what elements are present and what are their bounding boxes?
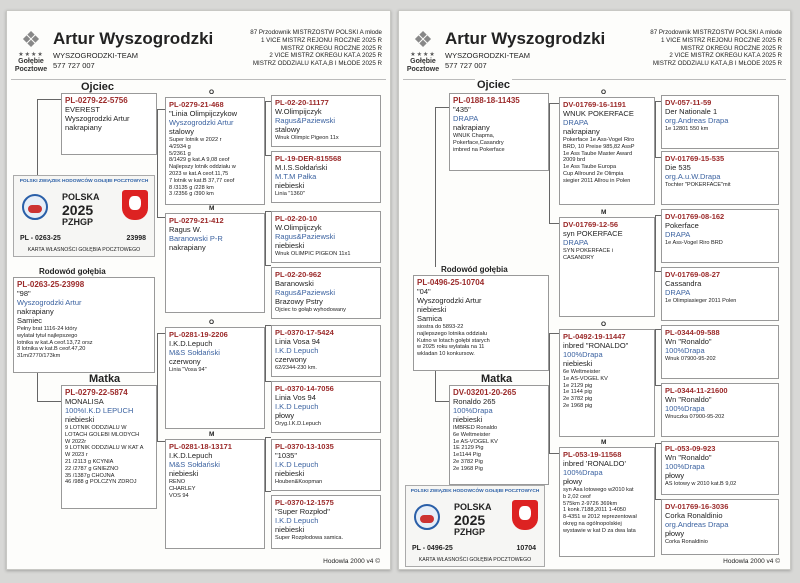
page-header — [399, 11, 790, 81]
ggp-box — [271, 439, 381, 491]
sex-o-label: O — [209, 89, 215, 96]
ggp-notes: 62/2344-230 km. — [275, 365, 317, 371]
achievements-list — [207, 29, 382, 68]
ggp-name: W.Olimpijczyk — [275, 107, 322, 116]
phone-number: 577 727 007 — [53, 61, 95, 70]
software-footer: Hodowla 2000 v4 © — [323, 558, 380, 565]
subject-color: niebieski — [417, 305, 447, 314]
gp-ring: PL-0279-21-468 — [169, 100, 224, 109]
ggp-notes: Oryg.I.K.D.Lepuch — [275, 421, 322, 427]
mother-ring: PL-0279-22-5874 — [65, 388, 128, 397]
owner-name: Artur Wyszogrodzki — [53, 29, 214, 48]
gp-breeder: 100%Drapa — [563, 468, 603, 477]
connector — [549, 103, 559, 104]
subject-label: Rodowód gołębia — [441, 265, 508, 274]
ggp-breeder: I.K.D Lepuch — [275, 402, 319, 411]
card-pzhgp: PZHGP — [62, 217, 94, 227]
subject-name: "98" — [17, 289, 31, 298]
achievements-list — [607, 29, 782, 68]
gp-breeder: M&S Sołdański — [169, 460, 220, 469]
gp-notes: syn Asa lotowego w2010 kat b 2,02 ceof 575km 2-9726 369km 1 konk.7188,2011 1-4050 8-4351 w 2012 reprezentował okręg na ogólnopolskiej wystawie w kat D za dwa lata — [563, 487, 637, 534]
ggp-color: Brazowy Pstry — [275, 297, 323, 306]
father-label: Ojciec — [477, 79, 511, 91]
subject-breeder: Wyszogrodzki Artur — [417, 296, 482, 305]
ggp-notes: Wnuk Olimpic Pigeon 11x — [275, 135, 339, 141]
ggp-box — [661, 499, 779, 555]
achievement: 2 VICE MISTRZ OKREGU KAT.A 2025 R — [269, 52, 382, 60]
ggp-color: niebieski — [275, 241, 305, 250]
connector — [435, 107, 436, 267]
ggp-breeder: 100%Drapa — [665, 346, 705, 355]
mother-color: niebieski — [453, 415, 483, 424]
ggp-box — [661, 325, 779, 379]
subject-box — [13, 277, 155, 373]
ggp-ring: DV-01769-08-27 — [665, 270, 721, 279]
stars-icon: ★★★★ — [18, 52, 44, 58]
mother-name: Ronaldo 265 — [453, 397, 496, 406]
subject-box — [413, 275, 549, 371]
sex-m-label: M — [601, 439, 607, 446]
ggp-notes: Ojciec to gołąb wyhodowany — [275, 307, 346, 313]
ggp-notes: Tochter "POKERFACE"mit — [665, 182, 731, 188]
card-year: 2025 — [62, 202, 94, 218]
sex-m-label: M — [209, 431, 215, 438]
gp-color: niebieski — [169, 469, 199, 478]
ggp-box — [661, 267, 779, 321]
ggp-ring: PL-0344-11-21600 — [665, 386, 728, 395]
gp-ring: PL-0281-18-13171 — [169, 442, 232, 451]
ggp-name: Pokerface — [665, 221, 699, 230]
gp-name: syn POKERFACE — [563, 229, 623, 238]
ggp-color: płowy — [665, 529, 685, 538]
mother-notes: 9 LOTNIK ODDZIALU W LOTACH GOLEBI MLODYCH W 2022r 9 LOTNIK ODDZIALU W KAT A W 2023 r 21 /2113 g KCYNIA 22 /2787 g GNIEZNO 35 /1387g CHOJNA 46 /988 g POLCZYN ZDROJ — [65, 425, 144, 486]
stars-icon: ★★★★ — [410, 52, 436, 58]
gp-name: I.K.D.Lepuch — [169, 339, 213, 348]
eagle-emblem-icon — [122, 190, 148, 220]
grandparent-box — [559, 97, 655, 205]
connector — [157, 109, 158, 217]
ggp-notes: 1e 12801 550 km — [665, 126, 709, 132]
eagle-emblem-icon — [512, 500, 538, 530]
gp-breeder: Baranowski P-R — [169, 234, 223, 243]
header-divider — [403, 79, 786, 80]
ggp-breeder: Ragus&Paziewski — [275, 288, 336, 297]
ggp-name: Linia Vosa 94 — [275, 337, 321, 346]
achievement: 1 VICE MISTRZ REJONU ROCZNE 2025 R — [660, 36, 782, 44]
gp-color: niebieski — [563, 359, 593, 368]
ggp-breeder: org.Andreas Drapa — [665, 520, 729, 529]
achievement: 87 Przodownik MISTRZOSTW POLSKI A młode — [650, 29, 782, 36]
ggp-notes: Corka Ronaldinio — [665, 539, 708, 545]
ggp-color: płowy — [665, 471, 685, 480]
page-header — [7, 11, 390, 81]
connector — [655, 101, 656, 157]
ggp-box — [271, 495, 381, 549]
ggp-box — [271, 267, 381, 319]
ggp-name: "Super Rozpłod" — [275, 507, 330, 516]
ggp-name: Wn "Ronaldo" — [665, 337, 712, 346]
connector — [157, 441, 165, 442]
father-box — [61, 93, 157, 155]
gp-breeder: DRAPA — [563, 118, 589, 127]
subject-ring: PL-0496-25-10704 — [417, 278, 485, 287]
ggp-name: Wn "Ronaldo" — [665, 453, 712, 462]
pigeon-icon: ❖ — [413, 27, 433, 52]
ggp-ring: PL-02-20-962 — [275, 270, 322, 279]
owner-name: Artur Wyszogrodzki — [445, 29, 606, 48]
gp-color: nakrapiany — [169, 243, 206, 252]
ggp-ring: DV-01769-08-162 — [665, 212, 725, 221]
connector — [265, 211, 266, 265]
father-color: nakrapiany — [453, 123, 490, 132]
mother-box — [449, 385, 549, 485]
ggp-notes: Wnuk OLIMPIC PIGEON 11x1 — [275, 251, 351, 257]
ggp-box — [661, 151, 779, 205]
gp-ring: DV-01769-16-1191 — [563, 100, 626, 109]
ggp-color: płowy — [275, 411, 295, 420]
connector — [157, 333, 158, 441]
gp-name: Ragus W. — [169, 225, 202, 234]
ggp-box — [271, 95, 381, 147]
team-name: WYSZOGRODZKI-TEAM — [445, 51, 530, 60]
gp-color: stalowy — [169, 127, 195, 136]
connector — [37, 99, 61, 100]
grandparent-box — [559, 447, 655, 557]
phone-number: 577 727 007 — [445, 61, 487, 70]
subject-color: nakrapiany — [17, 307, 54, 316]
achievement: MISTRZ ODDZIALU KAT.A,B I MŁODE 2025 R — [252, 60, 382, 68]
gp-ring: DV-01769-12-56 — [563, 220, 619, 229]
ggp-notes: 1e Ass-Vogel Riro BRD — [665, 240, 723, 246]
ggp-ring: PL-02-20-11177 — [275, 98, 329, 107]
achievement: 2 VICE MISTRZ OKREGU KAT.A 2025 R — [669, 52, 782, 60]
ggp-breeder: I.K.D Lepuch — [275, 346, 319, 355]
subject-ring: PL-0263-25-23998 — [17, 280, 85, 289]
card-ring: PL - 0263-25 — [20, 235, 61, 242]
gp-notes: Super lotnik w 2022 r 4/2934 g 5/2361 g 8/1429 g kat.A 9,08 ceof Najlepszy lotnik oddziału w 2023 w kat.A ceof.11,75 7 lotnik w kat.B 37,77 ceof 8 /3135 g /228 km 3 /2356 g /390 km — [169, 137, 236, 198]
gp-ring: PL-053-19-11568 — [563, 450, 622, 459]
ggp-breeder: I.K.D Lepuch — [275, 516, 319, 525]
gp-color: płowy — [563, 477, 583, 486]
father-notes: WNUK Chapma, Pokerface,Casandry imbred na Pokerface — [453, 133, 505, 153]
achievement: MISTRZ OKREGU ROCZNE 2025 R — [680, 44, 782, 52]
connector — [157, 217, 165, 218]
ggp-ring: PL-0370-14-7056 — [275, 384, 334, 393]
card-caption: KARTA WŁASNOŚCI GOŁĘBIA POCZTOWEGO — [27, 247, 141, 253]
pzhgp-emblem-icon — [22, 194, 48, 220]
subject-name: "04" — [417, 287, 431, 296]
sex-o-label: O — [601, 321, 607, 328]
ggp-breeder: org.Andreas Drapa — [665, 116, 729, 125]
ggp-breeder: DRAPA — [665, 288, 691, 297]
club-logo — [13, 29, 49, 74]
mother-color: niebieski — [65, 415, 95, 424]
achievement: MISTRZ OKREGU ROCZNE 2025 R — [280, 44, 382, 52]
club-logo — [405, 29, 441, 74]
mother-box — [61, 385, 157, 509]
grandparent-box — [165, 97, 265, 205]
father-name: "435" — [453, 105, 471, 114]
connector — [265, 325, 266, 381]
ggp-breeder: Ragus&Paziewski — [275, 232, 336, 241]
ggp-name: Linia Vos 94 — [275, 393, 316, 402]
mother-label: Matka — [481, 373, 513, 385]
card-caption: KARTA WŁASNOŚCI GOŁĘBIA POCZTOWEGO — [418, 557, 532, 563]
ownership-card — [13, 175, 155, 257]
gp-ring: PL-0281-19-2206 — [169, 330, 228, 339]
pigeon-icon: ❖ — [21, 27, 41, 52]
sex-m-label: M — [209, 205, 215, 212]
ggp-name: Der Nationale 1 — [665, 107, 718, 116]
ggp-box — [271, 151, 381, 203]
father-label: Ojciec — [81, 81, 115, 93]
connector — [655, 215, 656, 271]
gp-color: nakrapiany — [563, 127, 600, 136]
ggp-notes: Linia "1360" — [275, 191, 305, 197]
ggp-ring: PL-0370-12-1575 — [275, 498, 334, 507]
gp-breeder: Wyszogrodzki Artur — [169, 118, 234, 127]
ggp-box — [661, 209, 779, 263]
grandparent-box — [165, 213, 265, 313]
connector — [549, 333, 550, 453]
father-box — [449, 93, 549, 171]
connector — [549, 103, 550, 223]
father-ring: PL-0279-22-5756 — [65, 96, 128, 105]
card-number: 10704 — [516, 545, 536, 552]
ggp-name: M.I.S.Sołdański — [275, 163, 328, 172]
ggp-breeder: org.A.u.W.Drapa — [665, 172, 721, 181]
ggp-name: "1035" — [275, 451, 298, 460]
pzhgp-emblem-icon — [414, 504, 440, 530]
pedigree-page-2 — [398, 10, 791, 570]
ggp-ring: PL-0370-17-5424 — [275, 328, 334, 337]
sex-o-label: O — [601, 89, 607, 96]
ggp-notes: Wnuk 07900-95-202 — [665, 356, 716, 362]
mother-label: Matka — [89, 373, 121, 385]
logo-label: Gołębie Pocztowe — [406, 58, 440, 73]
ggp-box — [271, 325, 381, 377]
grandparent-box — [165, 439, 265, 549]
ggp-ring: DV-057-11-59 — [665, 98, 712, 107]
gp-ring: PL-0492-19-11447 — [563, 332, 626, 341]
gp-breeder: DRAPA — [563, 238, 589, 247]
subject-notes: siostra do 5893-22 najlepszego lotnika oddziału Kutno w lotach gołębi starych w 2025 roku wylatała na 11 wkladan 10 konkursow. — [417, 324, 490, 358]
gp-notes: SYN POKERFACE i CASANDRY — [563, 248, 614, 261]
grandparent-box — [165, 327, 265, 429]
ggp-ring: PL-0344-09-588 — [665, 328, 720, 337]
connector — [655, 329, 656, 385]
ggp-box — [661, 383, 779, 437]
mother-name: MONALISA — [65, 397, 104, 406]
achievement: 87 Przodownik MISTRZOSTW POLSKI A młode — [250, 29, 382, 36]
ggp-breeder: I.K.D Lepuch — [275, 460, 319, 469]
sex-m-label: M — [601, 209, 607, 216]
ggp-breeder: Ragus&Paziewski — [275, 116, 336, 125]
ownership-card — [405, 485, 545, 567]
connector — [37, 99, 38, 179]
gp-notes: RENO CHARLEY VOS 94 — [169, 479, 196, 499]
ggp-box — [661, 441, 779, 495]
father-breeder: Wyszogrodzki Artur — [65, 114, 130, 123]
card-pzhgp: PZHGP — [454, 527, 486, 537]
subject-sex: Samica — [417, 314, 443, 323]
gp-notes: 6e Weltmeister 1e AS-VOGEL KV 1e 2129 pig 1e 1144 pig 2e 3782 pig 2e 1968 pig — [563, 369, 608, 409]
card-country: POLSKA — [62, 192, 100, 202]
ggp-ring: PL-19-DER-815568 — [275, 154, 342, 163]
ggp-color: niebieski — [275, 525, 305, 534]
ggp-breeder: M.T.M Pałka — [275, 172, 317, 181]
ggp-color: stalowy — [275, 125, 301, 134]
card-number: 23998 — [126, 235, 146, 242]
team-name: WYSZOGRODZKI-TEAM — [53, 51, 138, 60]
father-breeder: DRAPA — [453, 114, 479, 123]
gp-name: WNUK POKERFACE — [563, 109, 634, 118]
ggp-notes: 1e Olimpiasieger 2011 Polen — [665, 298, 737, 304]
ggp-name: Cassandra — [665, 279, 702, 288]
subject-sex: Samiec — [17, 316, 43, 325]
gp-name: inbred 'RONALDO' — [563, 459, 626, 468]
ggp-box — [661, 95, 779, 149]
ggp-color: czerwony — [275, 355, 307, 364]
software-footer: Hodowla 2000 v4 © — [723, 558, 780, 565]
pedigree-page-1 — [6, 10, 391, 570]
card-ring: PL - 0496-25 — [412, 545, 453, 552]
ggp-ring: PL-053-09-923 — [665, 444, 716, 453]
ggp-color: niebieski — [275, 469, 305, 478]
ggp-notes: Wnuczka 07900-95-202 — [665, 414, 725, 420]
ggp-notes: AS lotowy w 2010 kat.B 9,02 — [665, 481, 737, 487]
ggp-name: Baranowski — [275, 279, 314, 288]
connector — [265, 437, 266, 491]
logo-label: Gołębie Pocztowe — [14, 58, 48, 73]
card-org: POLSKI ZWIĄZEK HODOWCÓW GOŁĘBI POCZTOWYCH — [19, 179, 149, 184]
ggp-name: Die 535 — [665, 163, 691, 172]
ggp-ring: DV-01769-15-535 — [665, 154, 725, 163]
gp-name: "Linia Olimpijczykow — [169, 109, 238, 118]
ggp-name: Wn "Ronaldo" — [665, 395, 712, 404]
connector — [37, 401, 61, 402]
connector — [157, 333, 165, 334]
father-ring: PL-0188-18-11435 — [453, 96, 520, 105]
ggp-name: W.Olimpijczyk — [275, 223, 322, 232]
subject-notes: Pełny brat 1116-24 który wylatał tytuł najlepszego lotnika w kat.A ceof.13,72 orsz 8 lotnika w kat.B ceof.47,20 31m/2770/173km — [17, 326, 93, 360]
connector — [549, 223, 559, 224]
ggp-notes: Super Rozpłodowa samica. — [275, 535, 344, 541]
connector — [265, 491, 271, 492]
ggp-box — [271, 381, 381, 433]
subject-breeder: Wyszogrodzki Artur — [17, 298, 82, 307]
ggp-notes: Houben&Koopman — [275, 479, 323, 485]
grandparent-box — [559, 217, 655, 317]
card-country: POLSKA — [454, 502, 492, 512]
achievement: MISTRZ ODDZIALU KAT.A,B I MŁODE 2025 R — [652, 60, 782, 68]
connector — [157, 109, 165, 110]
gp-notes: Linia "Vosa 94" — [169, 367, 207, 373]
ggp-breeder: DRAPA — [665, 230, 691, 239]
connector — [265, 101, 266, 155]
father-name: EVEREST — [65, 105, 101, 114]
connector — [549, 453, 559, 454]
achievement: 1 VICE MISTRZ REJONU ROCZNE 2025 R — [260, 36, 382, 44]
connector — [549, 333, 559, 334]
gp-breeder: M&S Sołdański — [169, 348, 220, 357]
ggp-ring: DV-01769-16-3036 — [665, 502, 729, 511]
card-year: 2025 — [454, 512, 486, 528]
header-divider — [11, 79, 386, 80]
ggp-breeder: 100%Drapa — [665, 404, 705, 413]
ggp-box — [271, 211, 381, 263]
ggp-name: Corka Ronaldinio — [665, 511, 723, 520]
sex-o-label: O — [209, 319, 215, 326]
mother-breeder: 100%Drapa — [453, 406, 493, 415]
connector — [655, 443, 656, 499]
mother-notes: IMBRED Ronaldo 6e Weltmeister 1e AS-VOGEL KV 1E 2129 Pig 1e1144 Pig 2e 3782 Pig 2e 1968 Pig — [453, 425, 498, 472]
ggp-color: niebieski — [275, 181, 305, 190]
gp-color: czerwony — [169, 357, 201, 366]
card-org: POLSKI ZWIĄZEK HODOWCÓW GOŁĘBI POCZTOWYCH — [410, 489, 540, 494]
father-color: nakrapiany — [65, 123, 102, 132]
ggp-ring: PL-02-20-10 — [275, 214, 318, 223]
ggp-ring: PL-0370-13-1035 — [275, 442, 334, 451]
connector — [265, 265, 271, 266]
gp-name: inbred "RONALDO" — [563, 341, 629, 350]
gp-breeder: 100%Drapa — [563, 350, 603, 359]
gp-name: I.K.D.Lepuch — [169, 451, 213, 460]
mother-ring: DV-03201-20-265 — [453, 388, 517, 397]
ggp-breeder: 100%Drapa — [665, 462, 705, 471]
mother-breeder: 100%I.K.D LEPUCH — [65, 406, 134, 415]
grandparent-box — [559, 329, 655, 437]
gp-ring: PL-0279-21-412 — [169, 216, 224, 225]
gp-notes: Pokerface 1e Ass-Vogel Riro BRD, 10 Preise 985,82 AssP 1e Ass Taube Master Award 2009 brd 1e Ass Taube Europa Cup Allround 2e Olimpia siegier 2011 Allrou in Polen — [563, 137, 635, 184]
subject-label: Rodowód gołębia — [39, 267, 106, 276]
